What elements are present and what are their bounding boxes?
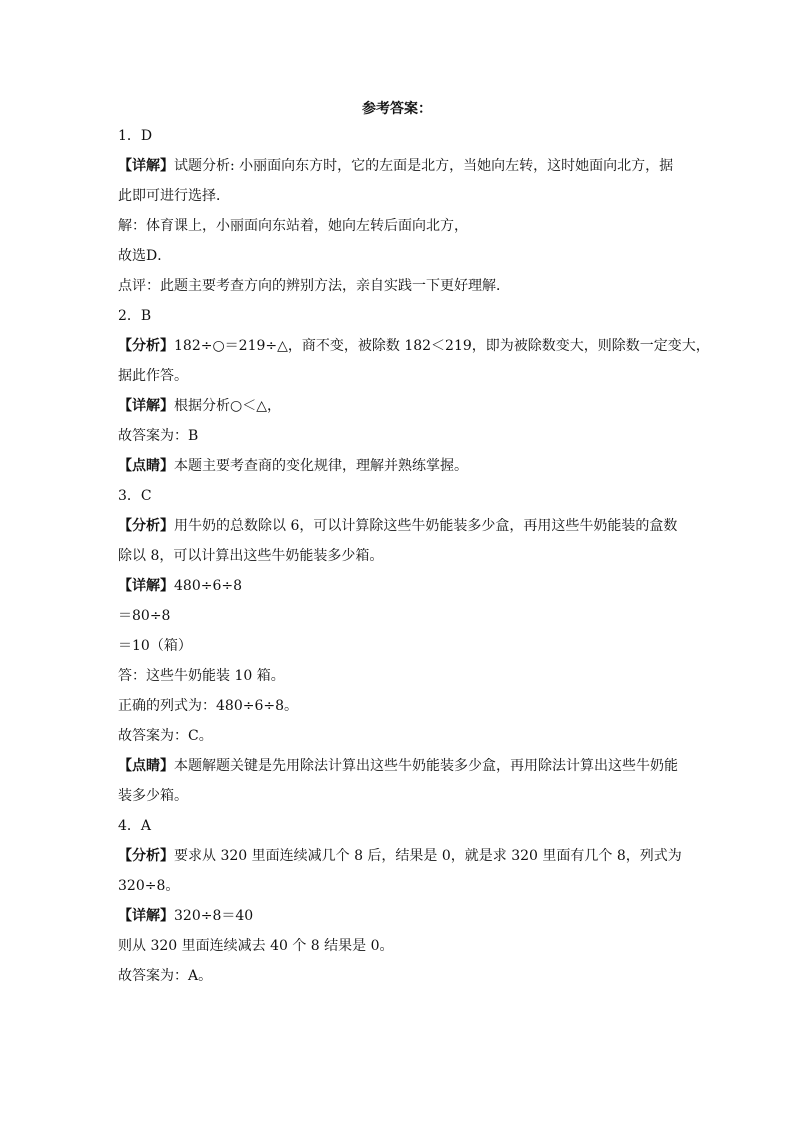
answer-tag: 【详解】: [118, 908, 174, 924]
answer-line: [118, 361, 678, 391]
answer-item-1: [118, 121, 678, 301]
answer-text: 试题分析: 小丽面向东方时，它的左面是北方，当她向左转，这时她面向北方，据: [174, 158, 674, 174]
answer-text: 182÷○＝219÷△，商不变，被除数 182＜219，即为被除数变大，则除数一定变大，: [174, 338, 710, 354]
answer-text: ＝80÷8: [118, 608, 171, 624]
answer-item-4: [118, 811, 682, 991]
answer-number: 2．B: [118, 308, 152, 324]
answer-line: [118, 931, 678, 961]
answer-tag: 【详解】: [118, 578, 174, 594]
answer-line: [118, 421, 678, 451]
answer-line: [118, 181, 678, 211]
answer-line: [118, 661, 678, 691]
answer-line: [118, 571, 678, 601]
answer-line: [118, 691, 678, 721]
answer-tag: 【分析】: [118, 338, 174, 354]
answer-line: [118, 511, 678, 541]
answer-text: 正确的列式为：480÷6÷8。: [118, 698, 298, 714]
answer-line: [118, 211, 678, 241]
answer-line: [118, 391, 678, 421]
answer-text: 根据分析○＜△，: [174, 398, 281, 414]
answer-text: 故答案为：A。: [118, 968, 213, 984]
answer-text: 故选D．: [118, 248, 172, 264]
answer-text: 则从 320 里面连续减去 40 个 8 结果是 0。: [118, 938, 394, 954]
answer-line: [118, 841, 682, 871]
answer-tag: 【详解】: [118, 398, 174, 414]
answer-tag: 【点睛】: [118, 458, 174, 474]
answer-number: 4．A: [118, 818, 152, 834]
answer-text: 此即可进行选择．: [118, 188, 230, 204]
answer-text: 用牛奶的总数除以 6，可以计算除这些牛奶能装多少盒，再用这些牛奶能装的盒数: [174, 518, 678, 534]
answer-tag: 【详解】: [118, 158, 174, 174]
answer-text: 解：体育课上，小丽面向东站着，她向左转后面向北方，: [118, 218, 468, 234]
answer-text: 本题主要考查商的变化规律，理解并熟练掌握。: [174, 458, 468, 474]
answer-line: [118, 721, 678, 751]
answer-item-3: [118, 481, 678, 811]
page-title: 参考答案：: [362, 101, 432, 117]
answer-line: [118, 751, 678, 781]
answer-line: [118, 241, 678, 271]
answer-list: [118, 121, 710, 991]
answer-tag: 【点睛】: [118, 758, 174, 774]
answer-text: 320÷8＝40: [174, 908, 254, 924]
answer-text: 480÷6÷8: [174, 578, 242, 594]
answer-number: 1．D: [118, 128, 153, 144]
answer-line: [118, 781, 678, 811]
answer-item-2: [118, 301, 710, 481]
answer-line: [118, 961, 678, 991]
answer-text: ＝10（箱）: [118, 638, 192, 654]
answer-line: [118, 541, 678, 571]
answer-text: 装多少箱。: [118, 788, 188, 804]
answer-tag: 【分析】: [118, 518, 174, 534]
answer-text: 本题解题关键是先用除法计算出这些牛奶能装多少盒，再用除法计算出这些牛奶能: [174, 758, 678, 774]
answer-line: [118, 601, 678, 631]
answer-text: 点评：此题主要考查方向的辨别方法，亲自实践一下更好理解．: [118, 278, 510, 294]
answer-line: [118, 151, 678, 181]
answer-text: 故答案为：B: [118, 428, 199, 444]
answer-text: 答：这些牛奶能装 10 箱。: [118, 668, 285, 684]
answer-line: [118, 901, 678, 931]
answer-text: 要求从 320 里面连续减几个 8 后，结果是 0，就是求 320 里面有几个 8，列式为: [174, 848, 682, 864]
answer-tag: 【分析】: [118, 848, 174, 864]
answer-text: 故答案为：C。: [118, 728, 213, 744]
answer-text: 除以 8，可以计算出这些牛奶能装多少箱。: [118, 548, 384, 564]
answer-line: [118, 631, 678, 661]
answer-line: [118, 331, 710, 361]
answer-number: 3．C: [118, 488, 152, 504]
answer-line: [118, 871, 678, 901]
answer-line: [118, 271, 678, 301]
answer-text: 320÷8。: [118, 878, 180, 894]
answer-text: 据此作答。: [118, 368, 188, 384]
answer-line: [118, 451, 678, 481]
